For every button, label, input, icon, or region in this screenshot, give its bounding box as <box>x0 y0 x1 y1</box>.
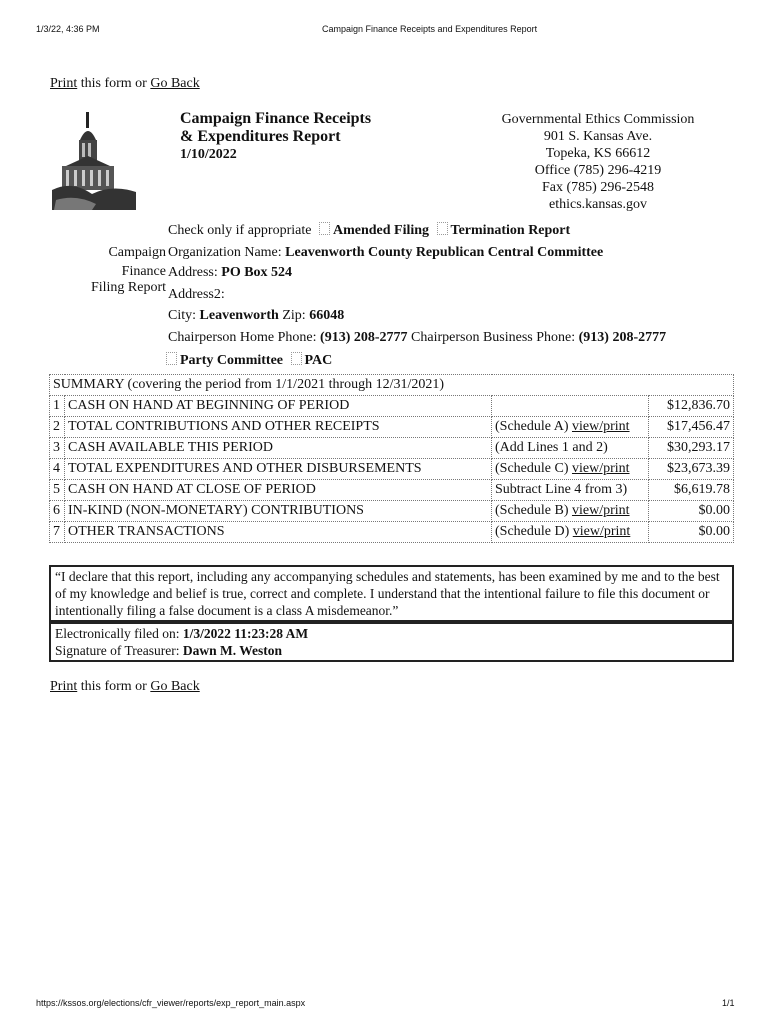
address-value: PO Box 524 <box>221 265 293 280</box>
schedule-note: (Schedule D) <box>495 524 573 539</box>
summary-line-label: TOTAL CONTRIBUTIONS AND OTHER RECEIPTS <box>65 417 492 438</box>
summary-line-amount: $23,673.39 <box>649 459 734 480</box>
filed-on-line <box>55 625 728 642</box>
signature-line <box>55 642 728 659</box>
summary-line-number: 1 <box>50 396 65 417</box>
business-phone-value: (913) 208-2777 <box>578 330 667 345</box>
summary-row <box>50 522 734 543</box>
print-page-title: Campaign Finance Receipts and Expenditures Report <box>322 24 538 34</box>
city-line <box>168 308 344 324</box>
org-name-label: Organization Name: <box>168 245 286 260</box>
org-name-value: Leavenworth County Republican Central Committee <box>285 245 604 260</box>
campaign-label: Campaign <box>108 245 166 260</box>
view-print-link[interactable]: view/print <box>571 503 630 518</box>
filed-on-label: Electronically filed on: <box>55 626 183 641</box>
zip-label: Zip: <box>278 308 310 323</box>
filing-signature-box <box>49 622 734 662</box>
phone-line <box>168 330 666 346</box>
view-print-link[interactable]: view/print <box>571 461 630 476</box>
commission-street: 901 S. Kansas Ave. <box>543 129 653 144</box>
summary-caption: SUMMARY (covering the period from 1/1/2021 through 12/31/2021) <box>50 375 734 396</box>
summary-line-number: 6 <box>50 501 65 522</box>
summary-line-number: 2 <box>50 417 65 438</box>
summary-row <box>50 396 734 417</box>
commission-office-phone: Office (785) 296-4219 <box>534 163 662 178</box>
summary-caption-row <box>50 375 734 396</box>
filed-on-value: 1/3/2022 11:23:28 AM <box>182 626 309 641</box>
summary-line-amount: $17,456.47 <box>649 417 734 438</box>
summary-line-note <box>492 501 649 522</box>
home-phone-value: (913) 208-2777 <box>320 330 408 345</box>
summary-line-label: TOTAL EXPENDITURES AND OTHER DISBURSEMENTS <box>65 459 492 480</box>
city-value: Leavenworth <box>199 308 279 323</box>
address2-label: Address2: <box>168 287 225 302</box>
commission-name: Governmental Ethics Commission <box>501 112 695 127</box>
address-label: Address: <box>168 265 222 280</box>
declaration-box: “I declare that this report, including any accompanying schedules and statements, has been examined by me and to the best of my knowledge and belief is true, correct and complete. I understand that the intentional failure to file this document or intentionally filing a false document is a class A misdemeanor.” <box>49 565 734 622</box>
summary-line-amount: $0.00 <box>649 501 734 522</box>
schedule-note: (Schedule A) <box>495 419 572 434</box>
summary-line-label: CASH AVAILABLE THIS PERIOD <box>65 438 492 459</box>
business-phone-label: Chairperson Business Phone: <box>407 330 579 345</box>
termination-checkbox[interactable] <box>437 222 448 235</box>
summary-row <box>50 438 734 459</box>
org-name-line <box>168 245 603 261</box>
summary-section <box>49 374 734 543</box>
zip-value: 66048 <box>309 308 345 323</box>
view-print-link[interactable]: view/print <box>571 419 630 434</box>
summary-row <box>50 501 734 522</box>
summary-line-amount: $0.00 <box>649 522 734 543</box>
summary-line-number: 3 <box>50 438 65 459</box>
schedule-note: (Add Lines 1 and 2) <box>495 440 608 455</box>
summary-line-label: IN-KIND (NON-MONETARY) CONTRIBUTIONS <box>65 501 492 522</box>
signature-label: Signature of Treasurer: <box>55 643 183 658</box>
check-instructions: Check only if appropriate <box>168 223 312 238</box>
party-committee-checkbox[interactable] <box>166 352 177 365</box>
report-title-block <box>180 110 371 164</box>
amended-checkbox[interactable] <box>319 222 330 235</box>
nav-text: this form or <box>77 76 151 91</box>
summary-line-note <box>492 417 649 438</box>
print-link[interactable]: Print <box>50 76 78 91</box>
filing-report-label: Filing Report <box>90 280 166 295</box>
finance-label: Finance <box>121 264 166 279</box>
committee-type-line <box>162 352 332 369</box>
view-print-link[interactable]: view/print <box>572 524 631 539</box>
home-phone-label: Chairperson Home Phone: <box>168 330 321 345</box>
commission-address <box>488 111 708 213</box>
print-link-bottom[interactable]: Print <box>50 679 78 694</box>
summary-line-note <box>492 438 649 459</box>
summary-line-note <box>492 396 649 417</box>
summary-table <box>49 374 734 543</box>
summary-line-amount: $12,836.70 <box>649 396 734 417</box>
summary-line-note <box>492 522 649 543</box>
summary-line-label: CASH ON HAND AT CLOSE OF PERIOD <box>65 480 492 501</box>
go-back-link[interactable]: Go Back <box>150 76 200 91</box>
party-committee-label: Party Committee <box>180 353 284 368</box>
summary-row <box>50 480 734 501</box>
pac-checkbox[interactable] <box>291 352 302 365</box>
go-back-link-bottom[interactable]: Go Back <box>150 679 200 694</box>
address2-line <box>168 287 225 303</box>
summary-row <box>50 417 734 438</box>
print-datetime: 1/3/22, 4:36 PM <box>36 24 100 34</box>
summary-line-number: 7 <box>50 522 65 543</box>
report-date: 1/10/2022 <box>180 147 237 162</box>
summary-line-note <box>492 459 649 480</box>
report-title-line2: & Expenditures Report <box>180 128 341 145</box>
summary-line-amount: $30,293.17 <box>649 438 734 459</box>
summary-line-number: 4 <box>50 459 65 480</box>
report-title: Campaign Finance Receipts <box>180 110 372 127</box>
signature-value: Dawn M. Weston <box>182 643 282 658</box>
summary-line-label: CASH ON HAND AT BEGINNING OF PERIOD <box>65 396 492 417</box>
schedule-note: (Schedule C) <box>495 461 572 476</box>
address-line <box>168 265 292 281</box>
summary-line-note <box>492 480 649 501</box>
capitol-logo <box>52 110 136 210</box>
filing-options <box>168 222 570 239</box>
top-nav <box>50 76 200 92</box>
nav-text-bottom: this form or <box>77 679 151 694</box>
commission-website: ethics.kansas.gov <box>549 197 647 212</box>
commission-fax: Fax (785) 296-2548 <box>542 180 654 195</box>
print-footer-url: https://kssos.org/elections/cfr_viewer/reports/exp_report_main.aspx <box>36 998 306 1008</box>
commission-city: Topeka, KS 66612 <box>545 146 651 161</box>
summary-line-number: 5 <box>50 480 65 501</box>
city-label: City: <box>168 308 200 323</box>
bottom-nav <box>50 679 200 695</box>
summary-row <box>50 459 734 480</box>
amended-label: Amended Filing <box>332 223 430 238</box>
summary-line-amount: $6,619.78 <box>649 480 734 501</box>
summary-line-label: OTHER TRANSACTIONS <box>65 522 492 543</box>
termination-label: Termination Report <box>450 223 571 238</box>
schedule-note: (Schedule B) <box>495 503 572 518</box>
schedule-note: Subtract Line 4 from 3) <box>495 482 628 497</box>
print-page-number: 1/1 <box>722 998 735 1008</box>
pac-label: PAC <box>304 353 333 368</box>
